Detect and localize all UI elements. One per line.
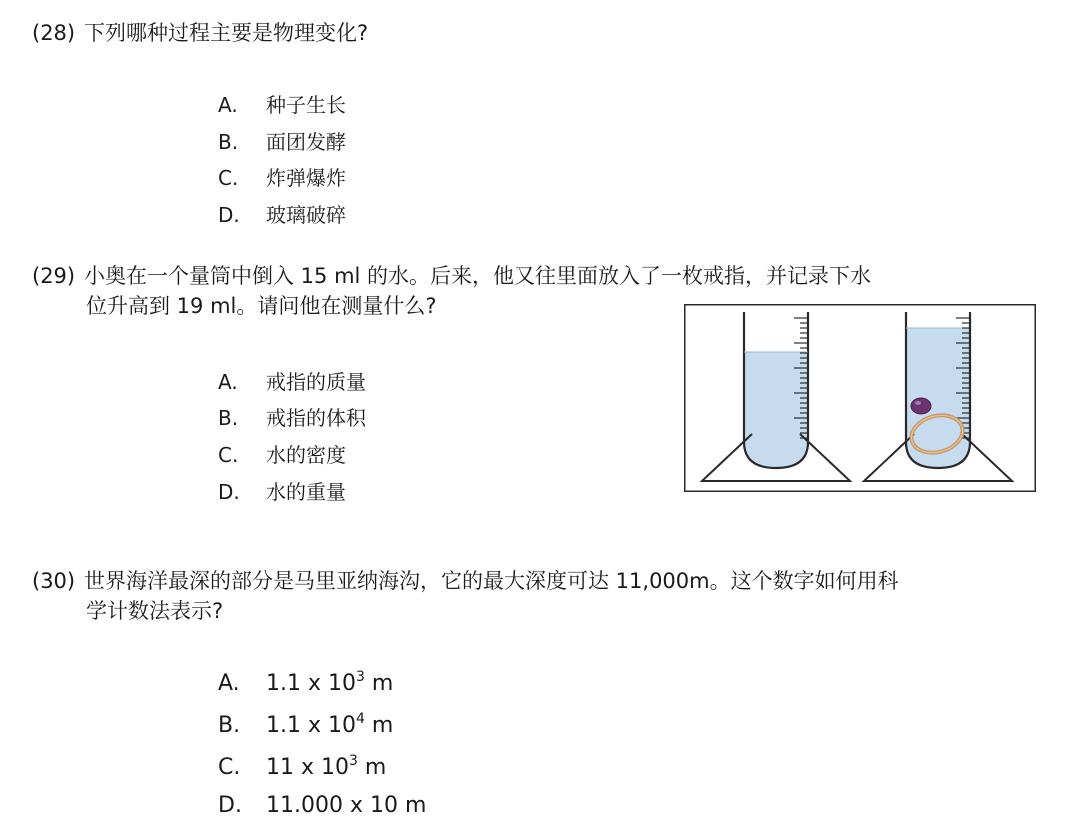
- option-30-a[interactable]: [218, 670, 393, 700]
- option-letter: C.: [218, 166, 239, 190]
- option-letter: D.: [218, 793, 242, 818]
- option-letter: B.: [218, 713, 241, 738]
- option-letter: D.: [218, 480, 240, 504]
- option-30-c[interactable]: [218, 754, 386, 784]
- question-text-line2: 位升高到 19 ml。请问他在测量什么?: [86, 294, 437, 318]
- option-28-c[interactable]: [218, 164, 346, 192]
- option-unit: m: [364, 671, 394, 696]
- option-text: 水的密度: [266, 443, 346, 467]
- option-text: 戒指的质量: [266, 370, 366, 394]
- option-letter: C.: [218, 443, 239, 467]
- option-29-a[interactable]: [218, 368, 366, 396]
- option-unit: m: [397, 793, 427, 818]
- option-letter: B.: [218, 130, 239, 154]
- option-base: 1.1 x 10: [266, 713, 356, 738]
- option-exponent: 3: [356, 669, 365, 685]
- option-letter: B.: [218, 406, 239, 430]
- option-exponent: 3: [349, 753, 358, 769]
- option-letter: D.: [218, 203, 240, 227]
- question-text: 下列哪种过程主要是物理变化?: [84, 21, 369, 45]
- option-text: 玻璃破碎: [266, 203, 346, 227]
- graduated-cylinders-icon: [684, 304, 1036, 492]
- option-29-b[interactable]: [218, 404, 366, 432]
- option-letter: A.: [218, 671, 240, 696]
- option-text: 水的重量: [266, 480, 346, 504]
- option-letter: A.: [218, 93, 238, 117]
- option-letter: C.: [218, 755, 241, 780]
- option-29-c[interactable]: [218, 441, 346, 469]
- question-number: (30): [32, 569, 76, 593]
- question-number: (28): [32, 21, 76, 45]
- question-30: [32, 566, 899, 626]
- option-28-a[interactable]: [218, 91, 346, 119]
- question-text-line2: 学计数法表示?: [86, 599, 224, 623]
- option-text: 面团发酵: [266, 130, 346, 154]
- option-exponent: 4: [356, 711, 365, 727]
- option-28-d[interactable]: [218, 201, 346, 229]
- option-text: 戒指的体积: [266, 406, 366, 430]
- option-text: 种子生长: [266, 93, 346, 117]
- option-unit: m: [364, 713, 394, 738]
- option-30-d[interactable]: [218, 792, 426, 822]
- question-text-line1: 世界海洋最深的部分是马里亚纳海沟，它的最大深度可达 11,000m。这个数字如何用科: [84, 569, 899, 593]
- option-base: 11 x 10: [266, 755, 349, 780]
- option-28-b[interactable]: [218, 128, 346, 156]
- option-text: 炸弹爆炸: [266, 166, 346, 190]
- question-text-line1: 小奥在一个量筒中倒入 15 ml 的水。后来，他又往里面放入了一枚戒指，并记录下水: [84, 264, 872, 288]
- option-base: 1.1 x 10: [266, 671, 356, 696]
- option-unit: m: [357, 755, 387, 780]
- option-letter: A.: [218, 370, 238, 394]
- option-30-b[interactable]: [218, 712, 393, 742]
- question-number: (29): [32, 264, 76, 288]
- option-29-d[interactable]: [218, 478, 346, 506]
- question-28: [32, 18, 368, 48]
- option-base: 11.000 x 10: [266, 793, 398, 818]
